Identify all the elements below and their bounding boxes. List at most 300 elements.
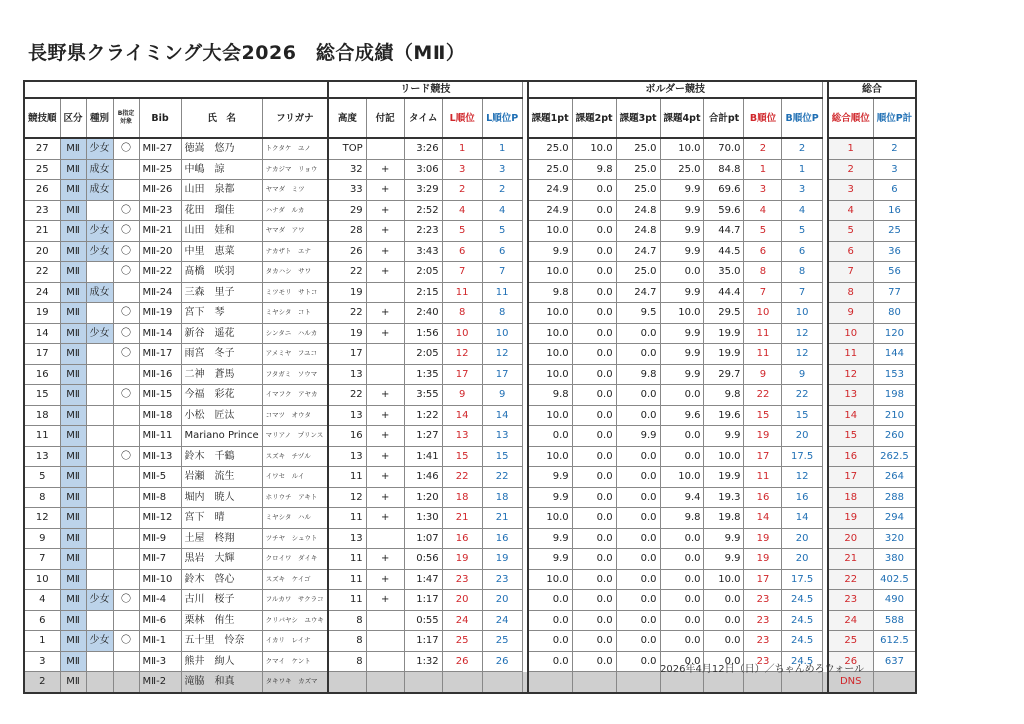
cell-bd [113, 487, 139, 508]
cell-btot: 19.6 [704, 405, 744, 426]
cell-name: 雨宮 冬子 [181, 344, 262, 365]
cell-b2: 0.0 [572, 262, 616, 283]
cell-no: 18 [24, 405, 60, 426]
cell-lrank: 7 [442, 262, 482, 283]
cell-no: 5 [24, 467, 60, 488]
cell-bpt: 4 [782, 200, 822, 221]
cell-bd [113, 651, 139, 672]
cell-div: MⅡ [60, 487, 86, 508]
cell-lrank: 8 [442, 303, 482, 324]
cell-b3: 9.5 [616, 303, 660, 324]
cell-name: 二神 蒼馬 [181, 364, 262, 385]
col-rank-pt-sum: 順位P計 [873, 98, 916, 138]
cell-bib: MⅡ-10 [139, 569, 181, 590]
cell-kind [86, 651, 113, 672]
cell-b2: 0.0 [572, 385, 616, 406]
cell-bpt: 5 [782, 221, 822, 242]
cell-no: 27 [24, 138, 60, 159]
table-row [24, 385, 916, 406]
cell-kind [86, 364, 113, 385]
cell-bpt: 24.5 [782, 631, 822, 652]
cell-b4: 25.0 [660, 159, 704, 180]
cell-height: TOP [328, 138, 366, 159]
cell-psum: 637 [873, 651, 916, 672]
cell-orank: 21 [828, 549, 874, 570]
table-row [24, 200, 916, 221]
cell-height: 11 [328, 569, 366, 590]
cell-lrank: 13 [442, 426, 482, 447]
cell-time: 2:52 [404, 200, 442, 221]
cell-psum [873, 672, 916, 693]
cell-orank: 19 [828, 508, 874, 529]
cell-b1: 24.9 [528, 200, 572, 221]
cell-btot: 29.7 [704, 364, 744, 385]
cell-b4: 0.0 [660, 262, 704, 283]
cell-lrank: 25 [442, 631, 482, 652]
col-division: 区分 [60, 98, 86, 138]
cell-div: MⅡ [60, 467, 86, 488]
cell-height: 11 [328, 590, 366, 611]
table-row [24, 262, 916, 283]
cell-lrank: 12 [442, 344, 482, 365]
cell-b4: 0.0 [660, 631, 704, 652]
cell-brank: 8 [744, 262, 782, 283]
cell-brank: 23 [744, 651, 782, 672]
cell-kana: ホリウチ アキト [262, 487, 328, 508]
cell-bib: MⅡ-15 [139, 385, 181, 406]
cell-no: 17 [24, 344, 60, 365]
cell-lrank: 22 [442, 467, 482, 488]
cell-b1: 10.0 [528, 405, 572, 426]
cell-psum: 612.5 [873, 631, 916, 652]
cell-lpt: 26 [482, 651, 522, 672]
table-row [24, 344, 916, 365]
cell-height: 17 [328, 344, 366, 365]
col-height: 高度 [328, 98, 366, 138]
cell-kind [86, 610, 113, 631]
cell-brank: 3 [744, 180, 782, 201]
cell-btot: 84.8 [704, 159, 744, 180]
cell-no: 1 [24, 631, 60, 652]
cell-lrank: 18 [442, 487, 482, 508]
cell-b3: 0.0 [616, 344, 660, 365]
cell-name: 山田 娃和 [181, 221, 262, 242]
cell-lpt: 21 [482, 508, 522, 529]
cell-orank: 24 [828, 610, 874, 631]
cell-b3: 24.7 [616, 282, 660, 303]
cell-lrank: 4 [442, 200, 482, 221]
cell-lrank: 1 [442, 138, 482, 159]
cell-b3: 0.0 [616, 385, 660, 406]
cell-height: 32 [328, 159, 366, 180]
cell-name: 宮下 琴 [181, 303, 262, 324]
cell-brank: 10 [744, 303, 782, 324]
cell-div: MⅡ [60, 138, 86, 159]
cell-b1: 9.9 [528, 528, 572, 549]
cell-suffix [366, 672, 404, 693]
cell-btot: 29.5 [704, 303, 744, 324]
cell-bd: 〇 [113, 446, 139, 467]
table-row [24, 426, 916, 447]
cell-btot: 35.0 [704, 262, 744, 283]
cell-b4: 9.8 [660, 508, 704, 529]
cell-bpt: 8 [782, 262, 822, 283]
cell-b4: 0.0 [660, 549, 704, 570]
cell-bd [113, 405, 139, 426]
cell-no: 23 [24, 200, 60, 221]
cell-b2: 0.0 [572, 323, 616, 344]
cell-name: 徳嵩 悠乃 [181, 138, 262, 159]
cell-kind [86, 467, 113, 488]
cell-lrank: 23 [442, 569, 482, 590]
cell-b3: 0.0 [616, 405, 660, 426]
cell-psum: 77 [873, 282, 916, 303]
cell-b2: 0.0 [572, 180, 616, 201]
cell-bpt: 15 [782, 405, 822, 426]
cell-name: 鈴木 啓心 [181, 569, 262, 590]
cell-brank: 5 [744, 221, 782, 242]
cell-suffix: + [366, 221, 404, 242]
cell-name: 堀内 暁人 [181, 487, 262, 508]
cell-bd: 〇 [113, 138, 139, 159]
cell-lpt: 15 [482, 446, 522, 467]
cell-time: 1:27 [404, 426, 442, 447]
cell-b4: 9.4 [660, 487, 704, 508]
cell-b1: 10.0 [528, 262, 572, 283]
cell-orank: 9 [828, 303, 874, 324]
cell-height: 8 [328, 610, 366, 631]
col-l-rank: L順位 [442, 98, 482, 138]
cell-time: 3:06 [404, 159, 442, 180]
cell-kana: ミヤシタ ハル [262, 508, 328, 529]
cell-b1: 25.0 [528, 138, 572, 159]
cell-b3: 0.0 [616, 549, 660, 570]
cell-bib: MⅡ-11 [139, 426, 181, 447]
cell-kind [86, 426, 113, 447]
cell-lrank: 19 [442, 549, 482, 570]
cell-time: 1:41 [404, 446, 442, 467]
cell-b2: 0.0 [572, 221, 616, 242]
cell-suffix: + [366, 180, 404, 201]
cell-no: 7 [24, 549, 60, 570]
cell-height: 13 [328, 446, 366, 467]
cell-b3: 24.8 [616, 200, 660, 221]
cell-psum: 380 [873, 549, 916, 570]
cell-lrank: 21 [442, 508, 482, 529]
cell-name: 栗林 侑生 [181, 610, 262, 631]
cell-brank: 14 [744, 508, 782, 529]
cell-lpt: 18 [482, 487, 522, 508]
col-furigana: フリガナ [262, 98, 328, 138]
cell-lpt: 17 [482, 364, 522, 385]
col-l-pt: L順位P [482, 98, 522, 138]
cell-b4: 0.0 [660, 569, 704, 590]
cell-time: 1:32 [404, 651, 442, 672]
col-b-total: 合計pt [704, 98, 744, 138]
cell-bd: 〇 [113, 241, 139, 262]
cell-bpt: 10 [782, 303, 822, 324]
cell-orank: 23 [828, 590, 874, 611]
cell-bd: 〇 [113, 590, 139, 611]
cell-div: MⅡ [60, 610, 86, 631]
cell-lpt: 13 [482, 426, 522, 447]
cell-height: 19 [328, 323, 366, 344]
cell-kind [86, 446, 113, 467]
cell-bib: MⅡ-27 [139, 138, 181, 159]
cell-lpt: 25 [482, 631, 522, 652]
cell-b3: 0.0 [616, 631, 660, 652]
cell-suffix [366, 282, 404, 303]
cell-orank: 3 [828, 180, 874, 201]
cell-kana: フタガミ ソウマ [262, 364, 328, 385]
cell-orank: 5 [828, 221, 874, 242]
cell-brank: 16 [744, 487, 782, 508]
cell-kana: クロイワ ダイキ [262, 549, 328, 570]
cell-orank: 22 [828, 569, 874, 590]
cell-brank: 9 [744, 364, 782, 385]
cell-height: 28 [328, 221, 366, 242]
cell-name: 今福 彩花 [181, 385, 262, 406]
column-header-row [24, 98, 916, 138]
cell-time: 2:15 [404, 282, 442, 303]
cell-lpt: 1 [482, 138, 522, 159]
cell-b1: 9.8 [528, 282, 572, 303]
cell-b1: 0.0 [528, 631, 572, 652]
cell-btot: 0.0 [704, 590, 744, 611]
cell-suffix: + [366, 590, 404, 611]
cell-height: 13 [328, 364, 366, 385]
cell-brank: 19 [744, 549, 782, 570]
cell-suffix: + [366, 467, 404, 488]
cell-no: 8 [24, 487, 60, 508]
cell-btot: 59.6 [704, 200, 744, 221]
cell-bpt: 16 [782, 487, 822, 508]
cell-name: 中里 恵菜 [181, 241, 262, 262]
cell-div: MⅡ [60, 651, 86, 672]
cell-lrank: 15 [442, 446, 482, 467]
table-row [24, 549, 916, 570]
cell-b4: 0.0 [660, 385, 704, 406]
cell-name: 五十里 怜奈 [181, 631, 262, 652]
cell-b4: 9.9 [660, 221, 704, 242]
cell-b4: 0.0 [660, 426, 704, 447]
cell-btot: 19.3 [704, 487, 744, 508]
cell-bd [113, 159, 139, 180]
cell-lpt: 9 [482, 385, 522, 406]
cell-kind [86, 405, 113, 426]
table-row [24, 631, 916, 652]
cell-height: 11 [328, 467, 366, 488]
cell-bpt: 2 [782, 138, 822, 159]
cell-name: 宮下 晴 [181, 508, 262, 529]
cell-kind [86, 569, 113, 590]
cell-lrank: 26 [442, 651, 482, 672]
cell-orank: 1 [828, 138, 874, 159]
cell-name: 新谷 遥花 [181, 323, 262, 344]
cell-no: 15 [24, 385, 60, 406]
cell-b4: 9.6 [660, 405, 704, 426]
cell-div: MⅡ [60, 508, 86, 529]
cell-b1: 9.8 [528, 385, 572, 406]
cell-b4: 10.0 [660, 303, 704, 324]
cell-btot: 9.9 [704, 549, 744, 570]
cell-b3: 0.0 [616, 569, 660, 590]
cell-bd: 〇 [113, 323, 139, 344]
cell-no: 25 [24, 159, 60, 180]
cell-psum: 25 [873, 221, 916, 242]
table-row [24, 590, 916, 611]
cell-psum: 16 [873, 200, 916, 221]
cell-psum: 198 [873, 385, 916, 406]
cell-kana: スズキ チヅル [262, 446, 328, 467]
cell-time: 1:07 [404, 528, 442, 549]
cell-lpt: 11 [482, 282, 522, 303]
cell-suffix: + [366, 323, 404, 344]
col-b2: 課題2pt [572, 98, 616, 138]
cell-height: 26 [328, 241, 366, 262]
cell-b1: 10.0 [528, 344, 572, 365]
cell-lrank: 5 [442, 221, 482, 242]
page-title: 長野県クライミング大会2026 総合成績（MⅡ） [28, 42, 466, 64]
cell-div: MⅡ [60, 528, 86, 549]
cell-brank: 23 [744, 610, 782, 631]
cell-bpt: 6 [782, 241, 822, 262]
cell-orank: 26 [828, 651, 874, 672]
cell-bd: 〇 [113, 631, 139, 652]
cell-name: Mariano Prince [181, 426, 262, 447]
cell-bib: MⅡ-24 [139, 282, 181, 303]
cell-height: 19 [328, 282, 366, 303]
cell-bib: MⅡ-7 [139, 549, 181, 570]
cell-div: MⅡ [60, 426, 86, 447]
cell-lpt: 23 [482, 569, 522, 590]
cell-suffix [366, 528, 404, 549]
cell-psum: 144 [873, 344, 916, 365]
cell-bd: 〇 [113, 344, 139, 365]
cell-kind [86, 262, 113, 283]
cell-lpt: 5 [482, 221, 522, 242]
cell-time: 1:17 [404, 631, 442, 652]
cell-bd: 〇 [113, 262, 139, 283]
col-kind: 種別 [86, 98, 113, 138]
cell-kana: ナカジマ リョウ [262, 159, 328, 180]
cell-b3: 9.9 [616, 426, 660, 447]
cell-b1: 0.0 [528, 610, 572, 631]
cell-btot: 70.0 [704, 138, 744, 159]
cell-no: 20 [24, 241, 60, 262]
cell-name: 古川 桜子 [181, 590, 262, 611]
cell-b1: 0.0 [528, 651, 572, 672]
cell-bd [113, 282, 139, 303]
cell-lpt: 6 [482, 241, 522, 262]
cell-b4: 0.0 [660, 528, 704, 549]
cell-kind: 成女 [86, 282, 113, 303]
cell-time [404, 672, 442, 693]
cell-bpt: 24.5 [782, 651, 822, 672]
cell-b3: 24.8 [616, 221, 660, 242]
cell-div: MⅡ [60, 569, 86, 590]
cell-orank: 2 [828, 159, 874, 180]
cell-div: MⅡ [60, 672, 86, 693]
cell-height: 29 [328, 200, 366, 221]
cell-bd [113, 364, 139, 385]
cell-btot: 9.9 [704, 426, 744, 447]
cell-bib: MⅡ-14 [139, 323, 181, 344]
cell-b4: 9.9 [660, 344, 704, 365]
cell-lrank [442, 672, 482, 693]
cell-lrank: 11 [442, 282, 482, 303]
cell-div: MⅡ [60, 405, 86, 426]
cell-lrank: 10 [442, 323, 482, 344]
cell-div: MⅡ [60, 323, 86, 344]
cell-btot: 44.7 [704, 221, 744, 242]
cell-kana: ナカザト エナ [262, 241, 328, 262]
cell-kana: クマイ ケント [262, 651, 328, 672]
table-row [24, 467, 916, 488]
cell-b3: 0.0 [616, 590, 660, 611]
cell-bd: 〇 [113, 221, 139, 242]
cell-b2: 0.0 [572, 200, 616, 221]
table-row [24, 508, 916, 529]
cell-kind [86, 344, 113, 365]
cell-b4: 10.0 [660, 467, 704, 488]
cell-kind: 成女 [86, 180, 113, 201]
cell-bib: MⅡ-17 [139, 344, 181, 365]
group-header-row [24, 81, 916, 98]
col-name: 氏 名 [181, 98, 262, 138]
cell-kind [86, 508, 113, 529]
col-bib: Bib [139, 98, 181, 138]
table-row [24, 610, 916, 631]
cell-bpt: 12 [782, 344, 822, 365]
col-b3: 課題3pt [616, 98, 660, 138]
cell-brank: 11 [744, 344, 782, 365]
cell-b4: 0.0 [660, 590, 704, 611]
cell-kana: イワセ ルイ [262, 467, 328, 488]
table-row [24, 282, 916, 303]
cell-kana: ミヤシタ コト [262, 303, 328, 324]
cell-brank: 23 [744, 590, 782, 611]
cell-psum: 588 [873, 610, 916, 631]
cell-lpt: 14 [482, 405, 522, 426]
cell-kind [86, 549, 113, 570]
cell-bpt: 9 [782, 364, 822, 385]
cell-time: 1:46 [404, 467, 442, 488]
group-total: 総合 [828, 81, 916, 98]
cell-b3: 25.0 [616, 180, 660, 201]
cell-div: MⅡ [60, 303, 86, 324]
table-row [24, 569, 916, 590]
cell-suffix [366, 364, 404, 385]
cell-b1: 24.9 [528, 180, 572, 201]
cell-div: MⅡ [60, 631, 86, 652]
cell-no: 9 [24, 528, 60, 549]
cell-b2: 0.0 [572, 651, 616, 672]
cell-psum: 6 [873, 180, 916, 201]
cell-name: 滝脇 和真 [181, 672, 262, 693]
cell-name: 花田 瑠佳 [181, 200, 262, 221]
cell-b3: 0.0 [616, 651, 660, 672]
cell-b3: 0.0 [616, 487, 660, 508]
table-row [24, 528, 916, 549]
cell-bd: 〇 [113, 200, 139, 221]
cell-suffix [366, 651, 404, 672]
cell-b1: 0.0 [528, 590, 572, 611]
cell-kana: コマツ オウタ [262, 405, 328, 426]
cell-suffix: + [366, 303, 404, 324]
cell-suffix: + [366, 262, 404, 283]
cell-name: 岩瀬 流生 [181, 467, 262, 488]
